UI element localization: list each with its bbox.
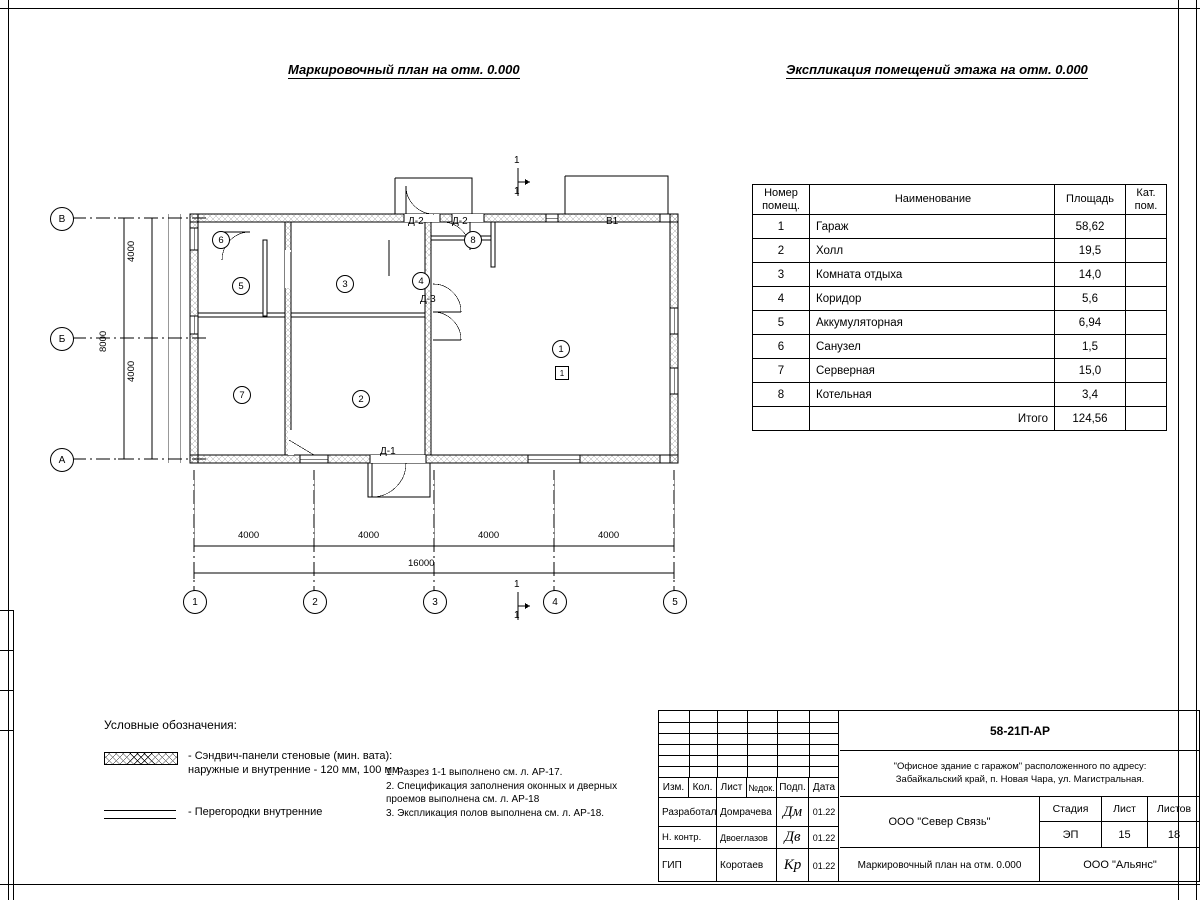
cell-room-name: Котельная	[810, 383, 1055, 407]
legend-sandwich-line1: - Сэндвич-панели стеновые (мин. вата):	[188, 750, 393, 762]
cell-room-number: 2	[753, 239, 810, 263]
legend-partition-text: - Перегородки внутренние	[188, 806, 323, 818]
total-empty	[753, 407, 810, 431]
revision-header-row	[659, 777, 839, 797]
row-date-developer: 01.22	[812, 807, 836, 817]
lists-value: 18	[1148, 822, 1200, 848]
cell-room-category	[1126, 335, 1167, 359]
cell-room-category	[1126, 263, 1167, 287]
door-mark-d3: Д-3	[420, 294, 436, 305]
table-row	[753, 383, 1167, 407]
axis-number-5: 5	[663, 590, 687, 614]
header-room-number-l2: помещ.	[762, 199, 800, 212]
legend-sandwich-line2: наружные и внутренние - 120 мм, 100 мм;	[188, 763, 403, 776]
cell-room-category	[1126, 383, 1167, 407]
header-room-number-l1: Номер	[764, 187, 798, 199]
header-name: Наименование	[810, 185, 1055, 215]
cell-room-area: 3,4	[1055, 383, 1126, 407]
table-row	[753, 359, 1167, 383]
total-label: Итого	[810, 407, 1055, 431]
floor-plan-drawing	[0, 0, 740, 660]
row-date-gip: 01.22	[812, 860, 836, 871]
notes-block	[386, 766, 636, 820]
door-mark-d2-left: Д-2	[408, 216, 424, 227]
cell-room-area: 6,94	[1055, 311, 1126, 335]
cell-room-number: 7	[753, 359, 810, 383]
row-sign-gip: Кр	[777, 849, 809, 882]
table-row	[753, 215, 1167, 239]
door-mark-d1: Д-1	[380, 446, 396, 457]
note-3: 3. Экспликация полов выполнена см. л. АР-18.	[386, 807, 605, 819]
cell-room-area: 1,5	[1055, 335, 1126, 359]
stamp-row-gip	[659, 848, 839, 882]
dim-left-total: 8000	[98, 330, 109, 352]
door-mark-d2-right: Д-2	[452, 216, 468, 227]
explication-table	[752, 184, 1167, 431]
header-category-l1: Кат.	[1136, 187, 1156, 199]
cell-room-name: Аккумуляторная	[810, 311, 1055, 335]
cell-room-name: Гараж	[810, 215, 1055, 239]
room-category-box: 1	[555, 366, 569, 380]
cell-room-name: Коридор	[810, 287, 1055, 311]
dim-bottom-3: 4000	[478, 530, 500, 541]
header-ndoc: №док.	[747, 778, 777, 797]
revision-grid	[659, 711, 839, 777]
room-tag-1: 1	[552, 340, 570, 358]
explication-heading	[786, 62, 1088, 77]
row-name-gip: Коротаев	[717, 849, 777, 882]
cell-room-number: 1	[753, 215, 810, 239]
legend-title: Условные обозначения:	[104, 718, 237, 732]
room-tag-2: 2	[352, 390, 370, 408]
cell-room-category	[1126, 359, 1167, 383]
room-tag-4: 4	[412, 272, 430, 290]
note-1: 1. Разрез 1-1 выполнено см. л. АР-17.	[386, 767, 563, 778]
cell-room-category	[1126, 239, 1167, 263]
axis-number-4: 4	[543, 590, 567, 614]
cell-room-number: 6	[753, 335, 810, 359]
cell-room-category	[1126, 311, 1167, 335]
lists-label: Листов	[1148, 797, 1200, 822]
table-row	[753, 335, 1167, 359]
dim-bottom-4: 4000	[598, 530, 620, 541]
dim-left-2: 4000	[126, 360, 137, 382]
table-row	[753, 239, 1167, 263]
cell-room-number: 5	[753, 311, 810, 335]
floor-plan-svg	[0, 0, 740, 660]
axis-letter-a: А	[50, 448, 74, 472]
axis-number-3: 3	[423, 590, 447, 614]
dim-left-1: 4000	[126, 240, 137, 262]
axis-letter-b: Б	[50, 327, 74, 351]
header-data: Дата	[812, 782, 836, 793]
object-name-line2: Забайкальский край, п. Новая Чара, ул. Магистральная.	[895, 773, 1145, 785]
row-date-inspector: 01.22	[812, 832, 836, 843]
owner-company: ООО "Альянс"	[1083, 859, 1157, 871]
designer-company: ООО "Север Связь"	[840, 797, 1040, 848]
row-role-developer: Разработал	[659, 798, 717, 826]
header-area: Площадь	[1055, 185, 1126, 215]
stage-label: Стадия	[1040, 797, 1102, 822]
header-category-l2: пом.	[1134, 199, 1158, 212]
room-tag-5: 5	[232, 277, 250, 295]
plan-heading-text: Маркировочный план на отм. 0.000	[288, 62, 520, 77]
header-izm: Изм.	[659, 778, 689, 797]
row-role-gip: ГИП	[659, 849, 717, 882]
title-block	[658, 710, 1200, 882]
table-total-row	[753, 407, 1167, 431]
cell-room-number: 3	[753, 263, 810, 287]
axis-number-1: 1	[183, 590, 207, 614]
object-name-line1: "Офисное здание с гаражом" расположенного по адресу:	[893, 761, 1147, 773]
cell-room-name: Холл	[810, 239, 1055, 263]
stamp-row-inspector	[659, 826, 839, 848]
section-mark-bottom-2: 1	[514, 610, 520, 621]
explication-heading-text: Экспликация помещений этажа на отм. 0.000	[786, 62, 1088, 77]
list-value: 15	[1102, 822, 1148, 848]
axis-letter-v: В	[50, 207, 74, 231]
cell-room-name: Санузел	[810, 335, 1055, 359]
room-tag-3: 3	[336, 275, 354, 293]
cell-room-area: 14,0	[1055, 263, 1126, 287]
table-row	[753, 263, 1167, 287]
cell-room-area: 5,6	[1055, 287, 1126, 311]
dim-bottom-2: 4000	[358, 530, 380, 541]
room-tag-7: 7	[233, 386, 251, 404]
cell-room-category	[1126, 287, 1167, 311]
hatch-swatch-icon	[104, 752, 178, 765]
section-mark-top-2: 1	[514, 186, 520, 197]
cell-room-category	[1126, 215, 1167, 239]
header-list: Лист	[717, 778, 747, 797]
room-tag-8: 8	[464, 231, 482, 249]
cell-room-name: Серверная	[810, 359, 1055, 383]
cell-room-area: 19,5	[1055, 239, 1126, 263]
project-code: 58-21П-АР	[840, 711, 1200, 751]
cell-room-area: 15,0	[1055, 359, 1126, 383]
frame-bottom-border	[0, 884, 1200, 885]
header-room-number	[753, 185, 810, 215]
stamp-row-developer	[659, 797, 839, 826]
dim-bottom-1: 4000	[238, 530, 260, 541]
room-tag-6: 6	[212, 231, 230, 249]
note-2: 2. Спецификация заполнения оконных и дверных проемов выполнена см. л. АР-18	[386, 780, 618, 805]
row-sign-inspector: Дв	[777, 827, 809, 848]
cell-room-number: 8	[753, 383, 810, 407]
cell-room-name: Комната отдыха	[810, 263, 1055, 287]
header-podp: Подп.	[777, 778, 809, 797]
header-kol: Кол.	[689, 778, 717, 797]
table-header-row	[753, 185, 1167, 215]
window-mark-b1: В1	[606, 216, 619, 227]
row-sign-developer: Дм	[777, 798, 809, 826]
thin-line-swatch-icon	[104, 810, 176, 819]
row-name-developer: Домрачева	[717, 798, 777, 826]
header-category	[1126, 185, 1167, 215]
axis-number-2: 2	[303, 590, 327, 614]
stage-value: ЭП	[1040, 822, 1102, 848]
dim-bottom-total: 16000	[408, 558, 435, 569]
object-name	[840, 751, 1200, 797]
section-mark-top-1: 1	[514, 155, 520, 166]
row-role-inspector: Н. контр.	[659, 827, 717, 848]
table-row	[753, 287, 1167, 311]
cell-room-area: 58,62	[1055, 215, 1126, 239]
section-mark-bottom-1: 1	[514, 579, 520, 590]
row-name-inspector: Двоеглазов	[717, 827, 777, 848]
table-row	[753, 311, 1167, 335]
total-category	[1126, 407, 1167, 431]
total-area: 124,56	[1055, 407, 1126, 431]
sheet-name: Маркировочный план на отм. 0.000	[840, 848, 1040, 882]
list-label: Лист	[1102, 797, 1148, 822]
cell-room-number: 4	[753, 287, 810, 311]
